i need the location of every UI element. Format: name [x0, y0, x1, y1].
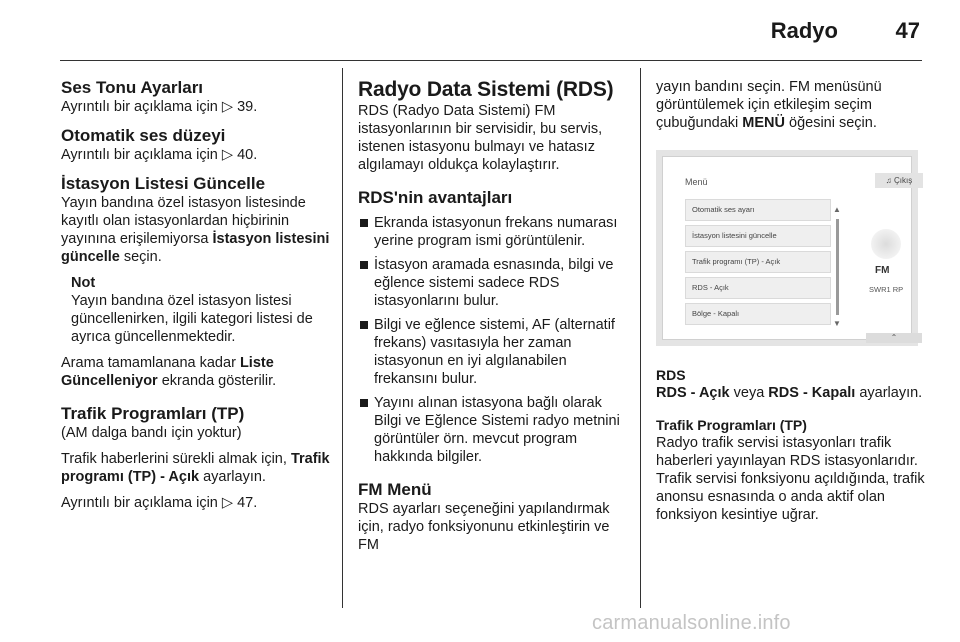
page-header	[60, 14, 922, 54]
column-middle	[358, 68, 630, 554]
page-ref[interactable]: 39.	[237, 99, 258, 115]
screen-title: Menü	[685, 177, 708, 187]
menu-item[interactable]: Otomatik ses ayarı	[685, 199, 831, 221]
column-right	[656, 68, 928, 524]
section-title: Radyo	[770, 18, 838, 43]
paragraph: Trafik haberlerini sürekli almak için, Trafik programı (TP) - Açık ayarlayın.	[61, 451, 330, 485]
chevron-up-icon[interactable]: ⌃	[866, 333, 922, 343]
paragraph: (AM dalga bandı için yoktur)	[61, 425, 242, 441]
paragraph: Ayrıntılı bir açıklama için ▷ 40.	[61, 147, 258, 163]
header-rule	[60, 60, 922, 61]
page-ref-arrow-icon: ▷	[221, 495, 234, 511]
scrollbar[interactable]	[833, 205, 841, 331]
page-ref[interactable]: 40.	[237, 147, 258, 163]
chevron-down-icon[interactable]: ▼	[833, 319, 841, 328]
paragraph: RDS ayarları seçeneğini yapılandırmak için, radyo fonksiyonunu etkinleştirin ve FM	[358, 501, 610, 553]
station-label: SWR1 RP	[869, 285, 904, 294]
exit-button[interactable]: ♫ Çıkış	[875, 173, 923, 188]
heading-ses-tonu: Ses Tonu Ayarları	[61, 78, 204, 97]
page-ref-arrow-icon: ▷	[221, 99, 234, 115]
note-label: Not	[71, 275, 96, 291]
column-divider	[640, 68, 641, 608]
music-note-icon: ♫	[885, 176, 892, 185]
paragraph: Radyo trafik servisi istasyonları trafik haberleri yayınlayan RDS istasyonlarıdır. Trafik servisi fonksiyonu açıldığında, trafik anonsu esnasında o anda aktif olan fonksiyon kesintiye uğrar.	[656, 435, 925, 523]
heading-trafik: Trafik Programları (TP)	[61, 404, 245, 423]
heading-otomatik: Otomatik ses düzeyi	[61, 126, 226, 145]
heading-fm: FM Menü	[358, 480, 432, 499]
menu-item[interactable]: Bölge - Kapalı	[685, 303, 831, 325]
column-divider	[342, 68, 343, 608]
menu-list	[685, 199, 831, 329]
paragraph: Ayrıntılı bir açıklama için ▷ 47.	[61, 495, 258, 511]
paragraph: RDS (Radyo Data Sistemi) FM istasyonlarının bir servisidir, bu servis, istenen istasyonu bulmayı ve hatasız algılamayı oldukça kolaylaştırır.	[358, 103, 603, 173]
chevron-up-icon[interactable]: ▲	[833, 205, 841, 214]
paragraph: Yayın bandına özel istasyon listesinde kayıtlı olan istasyonlardan hiçbirinin yayınına erişilemiyorsa İstasyon listesini güncelle seçin.	[61, 195, 330, 265]
list-item: İstasyon aramada esnasında, bilgi ve eğlence sistemi sadece RDS istasyonlarını bulur.	[358, 256, 630, 310]
paragraph: RDS - Açık veya RDS - Kapalı ayarlayın.	[656, 385, 923, 401]
note-text: Yayın bandına özel istasyon listesi güncellenirken, ilgili kategori listesi de ayrıca güncellenmektedir.	[71, 293, 313, 345]
menu-item[interactable]: RDS - Açık	[685, 277, 831, 299]
heading-tp: Trafik Programları (TP)	[656, 417, 807, 433]
list-item: Ekranda istasyonun frekans numarası yerine program ismi görüntülenir.	[358, 214, 630, 250]
scroll-track[interactable]	[836, 219, 839, 315]
watermark: carmanualsonline.info	[592, 612, 791, 634]
list-item: Yayını alınan istasyona bağlı olarak Bilgi ve Eğlence Sistemi radyo metnini görüntüler örn. mevcut program hakkında bilgiler.	[358, 394, 630, 466]
list-item: Bilgi ve eğlence sistemi, AF (alternatif frekans) vasıtasıyla her zaman istasyonun en iyi algılanabilen frekansını bulur.	[358, 316, 630, 388]
heading-rds-option: RDS	[656, 367, 686, 383]
note-box	[71, 274, 331, 346]
paragraph: yayın bandını seçin. FM menüsünü görüntülemek için etkileşim seçim çubuğundaki MENÜ öğesini seçin.	[656, 79, 882, 131]
band-label: FM	[875, 265, 890, 276]
fm-menu-screenshot	[656, 150, 918, 346]
column-left	[61, 68, 331, 512]
menu-item[interactable]: İstasyon listesini güncelle	[685, 225, 831, 247]
screen-panel	[662, 156, 912, 340]
page-ref[interactable]: 47.	[237, 495, 258, 511]
radio-logo-icon	[871, 229, 901, 259]
bullet-list	[358, 214, 630, 466]
paragraph: Arama tamamlanana kadar Liste Güncelleniyor ekranda gösterilir.	[61, 355, 277, 389]
paragraph: Ayrıntılı bir açıklama için ▷ 39.	[61, 99, 258, 115]
page-ref-arrow-icon: ▷	[221, 147, 234, 163]
menu-item[interactable]: Trafik programı (TP) - Açık	[685, 251, 831, 273]
page-number: 47	[895, 18, 920, 43]
heading-istasyon: İstasyon Listesi Güncelle	[61, 174, 266, 193]
heading-avantaj: RDS'nin avantajları	[358, 188, 513, 207]
heading-rds: Radyo Data Sistemi (RDS)	[358, 78, 614, 101]
